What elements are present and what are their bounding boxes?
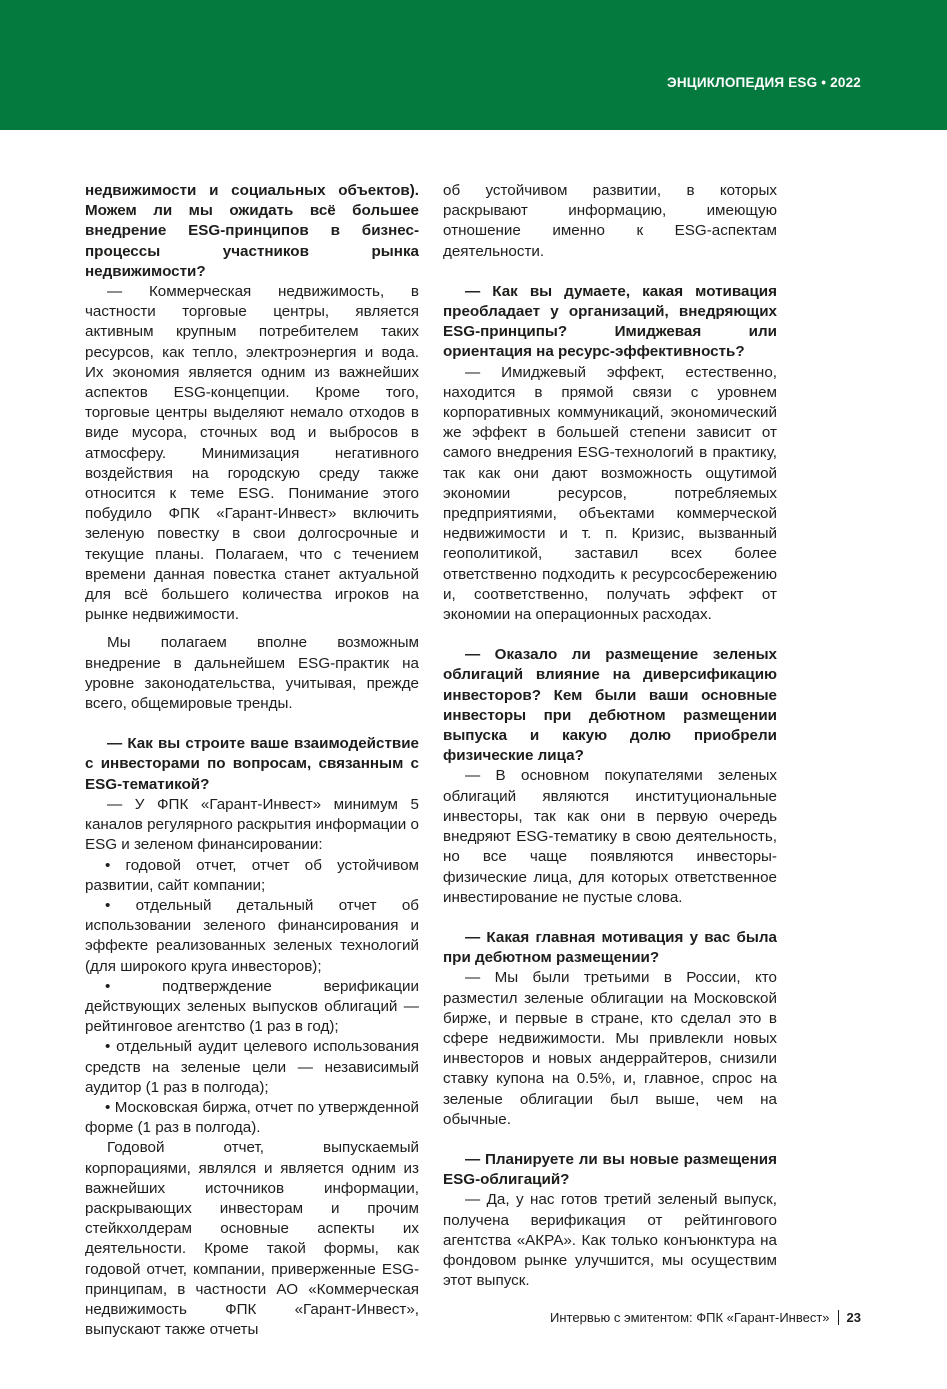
question-paragraph: — Какая главная мотивация у вас была при дебютном размещении? [443,928,777,967]
question-paragraph: — Оказало ли размещение зеленых облигаций влияние на диверсификацию инвесторов? Кем были ваши основные инвесторы при дебютном размещении выпуска и какую долю приобрели физические лица? [443,646,777,765]
question-paragraph: — Как вы строите ваше взаимодействие с инвесторами по вопросам, связанным с ESG-тематикой? [85,735,419,793]
answer-paragraph: — Мы были третьими в России, кто разместил зеленые облигации на Московской бирже, и первые в стране, кто сделал это в сфере недвижимости. Мы привлекли новых инвесторов и новых андеррайтеров, снизили ставку купона на 0.5%, и, главное, спрос на зеленые облигации был выше, чем на обычные. [443,969,777,1128]
header-title: ЭНЦИКЛОПЕДИЯ ESG • 2022 [667,75,861,90]
bullet-item: • подтверждение верификации действующих зеленых выпусков облигаций — рейтинговое агентство (1 раз в год); [85,977,419,1036]
answer-paragraph: Мы полагаем вполне возможным внедрение в дальнейшем ESG-практик на уровне законодательства, учитывая, прежде всего, общемировые тренды. [85,634,419,713]
page-number: 23 [846,1310,861,1325]
answer-paragraph: — В основном покупателями зеленых облигаций являются институциональные инвесторы, так как они в первую очередь внедряют ESG-тематику в свою деятельность, но все чаще появляются инвесторы-физические лица, для которых ответственное инвестирование не пустые слова. [443,767,777,906]
answer-paragraph: об устойчивом развитии, в которых раскрывают информацию, имеющую отношение именно к ESG-аспектам деятельности. [443,182,777,260]
answer-paragraph: — У ФПК «Гарант-Инвест» минимум 5 каналов регулярного раскрытия информации о ESG и зеленом финансировании: [85,795,419,854]
left-column [85,181,419,1340]
bullet-item: • отдельный детальный отчет об использовании зеленого финансирования и эффекте реализованных зеленых технологий (для широкого круга инвесторов); [85,896,419,975]
answer-paragraph: — Коммерческая недвижимость, в частности торговые центры, является активным крупным потребителем таких ресурсов, как тепло, электроэнергия и вода. Их экономия является одним из важнейших аспектов ESG-концепции. Кроме того, торговые центры выделяют немало отходов в виде мусора, сточных вод и выбросов в атмосферу. Минимизация негативного воздействия на городскую среду также относится к теме ESG. Понимание этого побудило ФПК «Гарант-Инвест» включить зеленую повестку в свои долгосрочные и текущие планы. Полагаем, что с течением времени данная повестка станет актуальной для всё большего количества игроков на рынке недвижимости. [85,283,419,624]
right-column [443,181,777,1291]
bullet-item: • Московская биржа, отчет по утвержденной форме (1 раз в полгода). [85,1098,419,1137]
page-footer [550,1310,861,1325]
bullet-item: • годовой отчет, отчет об устойчивом развитии, сайт компании; [85,856,419,894]
answer-paragraph: — Имиджевый эффект, естественно, находится в прямой связи с уровнем корпоративных коммуникаций, экономический же эффект в большей степени зависит от самого внедрения ESG-технологий в практику, так как они дают возможность ощутимой экономии ресурсов, потребляемых предприятиями, объектами коммерческой недвижимости и т. п. Кризис, вызванный геополитикой, заставил всех более ответственно подходить к ресурсосбережению и, соответственно, получать эффект от экономии на операционных расходах. [443,363,777,624]
question-paragraph: недвижимости и социальных объектов). Можем ли мы ожидать всё большее внедрение ESG-принципов в бизнес-процессы участников рынка недвижимости? [85,182,419,280]
question-paragraph: — Как вы думаете, какая мотивация преобладает у организаций, внедряющих ESG-принципы? Имиджевая или ориентация на ресурс-эффективность? [443,282,777,361]
answer-paragraph: Годовой отчет, выпускаемый корпорациями, являлся и является одним из важнейших источников информации, раскрывающих инвесторам и прочим стейкхолдерам основные аспекты их деятельности. Кроме такой формы, как годовой отчет, компании, приверженные ESG-принципам, в частности АО «Коммерческая недвижимость ФПК «Гарант-Инвест», выпускают также отчеты [85,1139,419,1339]
question-paragraph: — Планируете ли вы новые размещения ESG-облигаций? [443,1150,777,1189]
bullet-item: • отдельный аудит целевого использования средств на зеленые цели — независимый аудитор (1 раз в полгода); [85,1038,419,1096]
footer-divider [838,1310,839,1325]
header-band [0,0,947,130]
footer-title: Интервью с эмитентом: ФПК «Гарант-Инвест» [550,1310,830,1325]
answer-paragraph: — Да, у нас готов третий зеленый выпуск, получена верификация от рейтингового агентства «АКРА». Как только конъюнктура на фондовом рынке улучшится, мы осуществим этот выпуск. [443,1191,777,1290]
